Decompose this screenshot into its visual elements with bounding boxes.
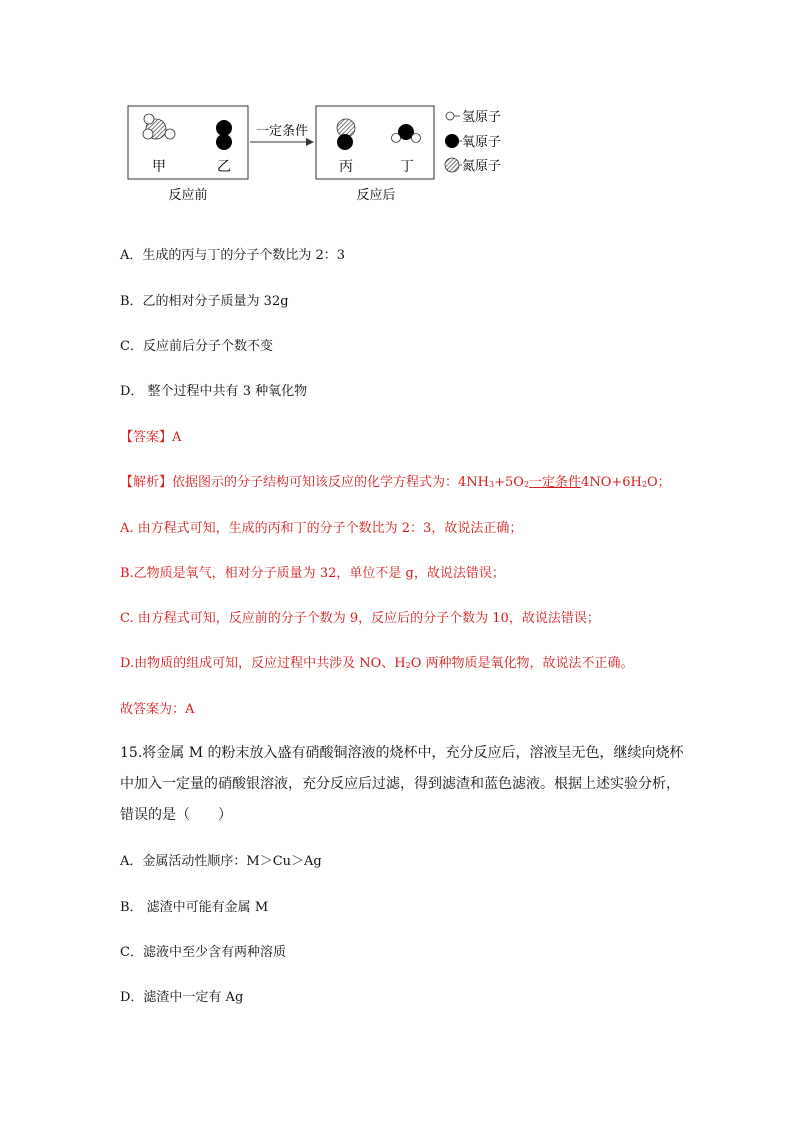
answer-value: A [172, 430, 182, 445]
final-answer: 故答案为：A [120, 702, 195, 717]
equation [458, 475, 671, 490]
q15-option-a: A．金属活动性顺序：M＞Cu＞Ag [120, 854, 322, 869]
eq-right-2: O； [646, 475, 671, 490]
q14-option-d: D． 整个过程中共有 3 种氧化物 [120, 384, 308, 399]
legend-nitrogen: 氮原子 [462, 158, 502, 173]
legend [445, 109, 501, 173]
reaction-diagram [126, 104, 526, 204]
analysis-d-sub: 2 [405, 661, 411, 670]
molecule-yi [216, 120, 232, 150]
q14-option-b: B．乙的相对分子质量为 32g [120, 294, 289, 309]
arrow-label: 一定条件 [255, 123, 309, 138]
legend-hydrogen: 氢原子 [462, 109, 502, 124]
oxygen-atom-icon [445, 134, 459, 148]
caption-after: 反应后 [356, 187, 396, 202]
answer-line [120, 426, 181, 445]
analysis-d [120, 652, 634, 671]
q14-option-c: C．反应前后分子个数不变 [120, 339, 273, 354]
q15-stem-2: 中加入一定量的硝酸银溶液，充分反应后过滤，得到滤渣和蓝色滤液。根据上述实验分析， [120, 776, 680, 792]
molecule-jia [143, 114, 175, 139]
q15-option-b: B． 滤渣中可能有金属 M [120, 900, 269, 915]
arrow-head [306, 138, 314, 146]
analysis-a: A. 由方程式可知，生成的丙和丁的分子个数比为 2：3，故说法正确； [120, 521, 523, 536]
label-yi: 乙 [217, 158, 231, 174]
analysis-line [120, 471, 671, 490]
label-jia: 甲 [152, 158, 166, 174]
eq-right-1: 4NO+6H [581, 475, 642, 490]
eq-left-1: 4NH [458, 475, 490, 490]
answer-label: 【答案】 [120, 430, 173, 445]
analysis-intro: 依据图示的分子结构可知该反应的化学方程式为： [172, 475, 459, 490]
q14-option-a: A．生成的丙与丁的分子个数比为 2：3 [120, 248, 346, 263]
analysis-c: C. 由方程式可知，反应前的分子个数为 9，反应后的分子个数为 10，故说法错误； [120, 611, 600, 626]
analysis-d-part1: D.由物质的组成可知，反应过程中共涉及 NO、H [120, 656, 406, 671]
analysis-b: B.乙物质是氧气，相对分子质量为 32，单位不是 g，故说法错误； [120, 566, 505, 581]
analysis-d-part2: O 两种物质是氧化物，故说法不正确。 [410, 656, 634, 671]
nitrogen-atom-icon [445, 158, 459, 172]
caption-before: 反应前 [168, 187, 208, 202]
label-bing: 丙 [339, 158, 353, 174]
q15-stem-1: 15.将金属 M 的粉末放入盛有硝酸铜溶液的烧杯中，充分反应后，溶液呈无色，继续向烧杯 [120, 745, 684, 761]
q15-option-d: D．滤渣中一定有 Ag [120, 990, 244, 1005]
q15-stem-3: 错误的是（ ） [120, 807, 232, 823]
label-ding: 丁 [400, 158, 414, 174]
molecule-ding [392, 124, 421, 143]
q15-option-c: C．滤液中至少含有两种溶质 [120, 945, 286, 960]
hydrogen-atom-icon [446, 112, 454, 120]
eq-sub-1: 3 [489, 480, 495, 489]
eq-sub-3: 2 [641, 480, 647, 489]
eq-sub-2: 2 [523, 480, 530, 489]
legend-oxygen: 氧原子 [462, 134, 502, 149]
molecule-bing [337, 119, 355, 150]
eq-condition: 一定条件 [529, 475, 582, 490]
eq-left-2: +5O [494, 475, 524, 490]
analysis-label: 【解析】 [120, 475, 173, 490]
reaction-diagram-svg [126, 104, 526, 204]
